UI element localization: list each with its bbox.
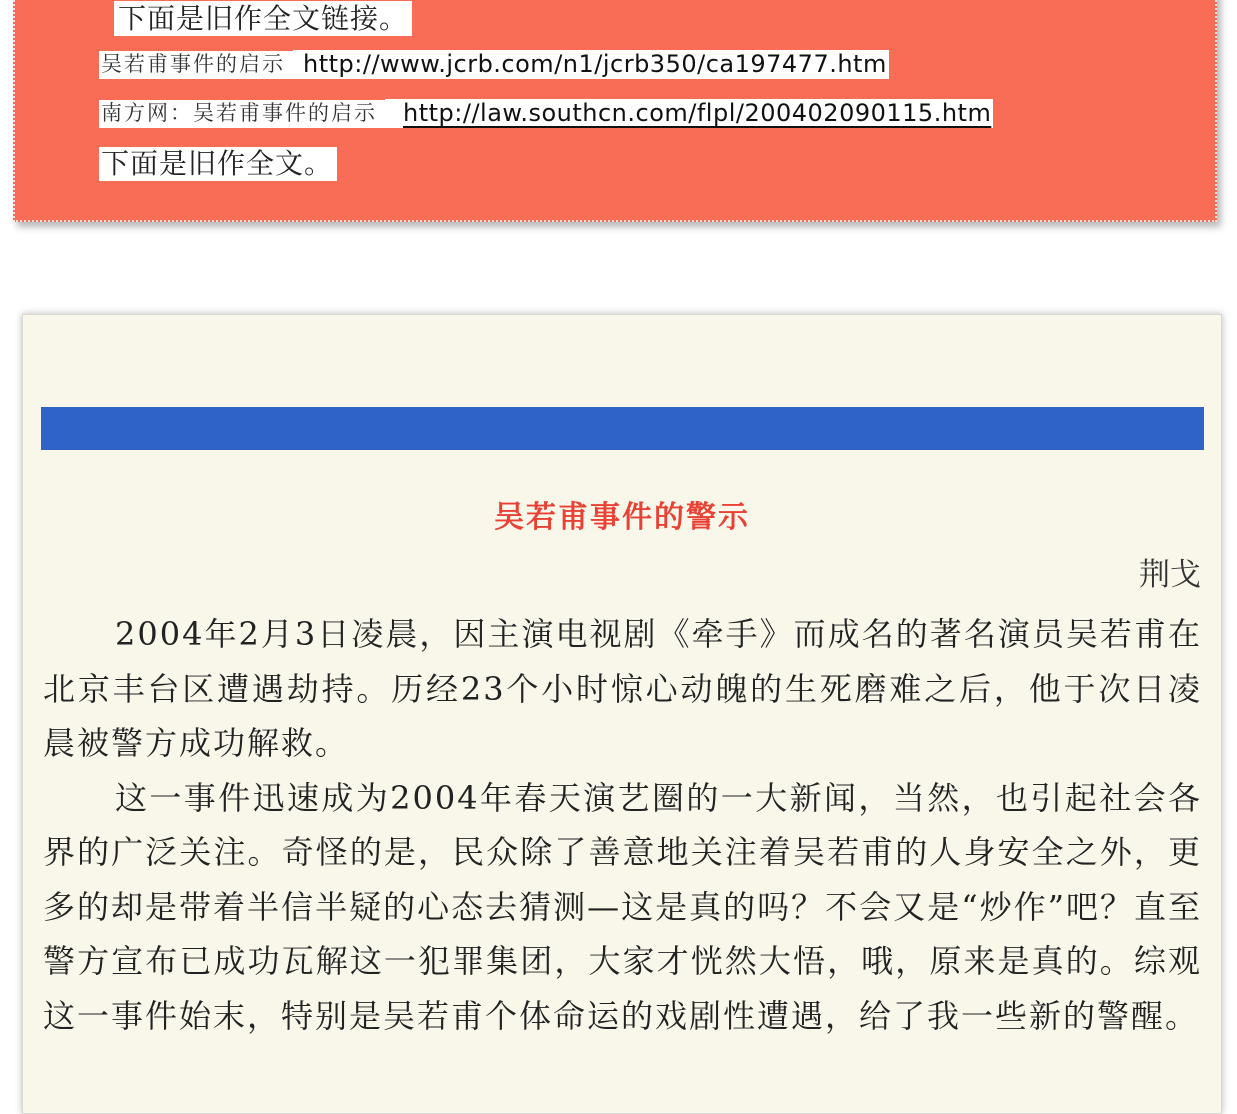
link-url-jcrb[interactable]: http://www.jcrb.com/n1/jcrb350/ca197477.htm — [293, 50, 889, 79]
link-label-jcrb: 吴若甫事件的启示 — [99, 51, 293, 79]
link-row-southcn — [99, 99, 993, 128]
article-card — [22, 314, 1222, 1114]
link-row-jcrb — [99, 50, 889, 79]
article-paragraph: 这一事件迅速成为2004年春天演艺圈的一大新闻，当然，也引起社会各界的广泛关注。奇怪的是，民众除了善意地关注着吴若甫的人身安全之外，更多的却是带着半信半疑的心态去猜测—这是真的吗？不会又是“炒作”吧？直至警方宣布已成功瓦解这一犯罪集团，大家才恍然大悟，哦，原来是真的。综观这一事件始末，特别是吴若甫个体命运的戏剧性遭遇，给了我一些新的警醒。 — [43, 778, 1202, 1035]
article-author: 荆戈 — [1139, 557, 1201, 593]
article-paragraph: 2004年2月3日凌晨，因主演电视剧《牵手》而成名的著名演员吴若甫在北京丰台区遭遇劫持。历经23个小时惊心动魄的生死磨难之后，他于次日凌晨被警方成功解救。 — [43, 615, 1202, 762]
notice-box — [13, 0, 1217, 222]
notice-intro-line: 下面是旧作全文链接。 — [114, 1, 412, 36]
notice-fulltext-line: 下面是旧作全文。 — [99, 147, 337, 181]
article-title: 吴若甫事件的警示 — [494, 500, 750, 535]
link-url-southcn[interactable]: http://law.southcn.com/flpl/200402090115.htm — [385, 99, 993, 128]
article-body — [43, 607, 1202, 1043]
link-label-southcn: 南方网：吴若甫事件的启示 — [99, 100, 385, 128]
title-banner-bar — [41, 407, 1204, 450]
